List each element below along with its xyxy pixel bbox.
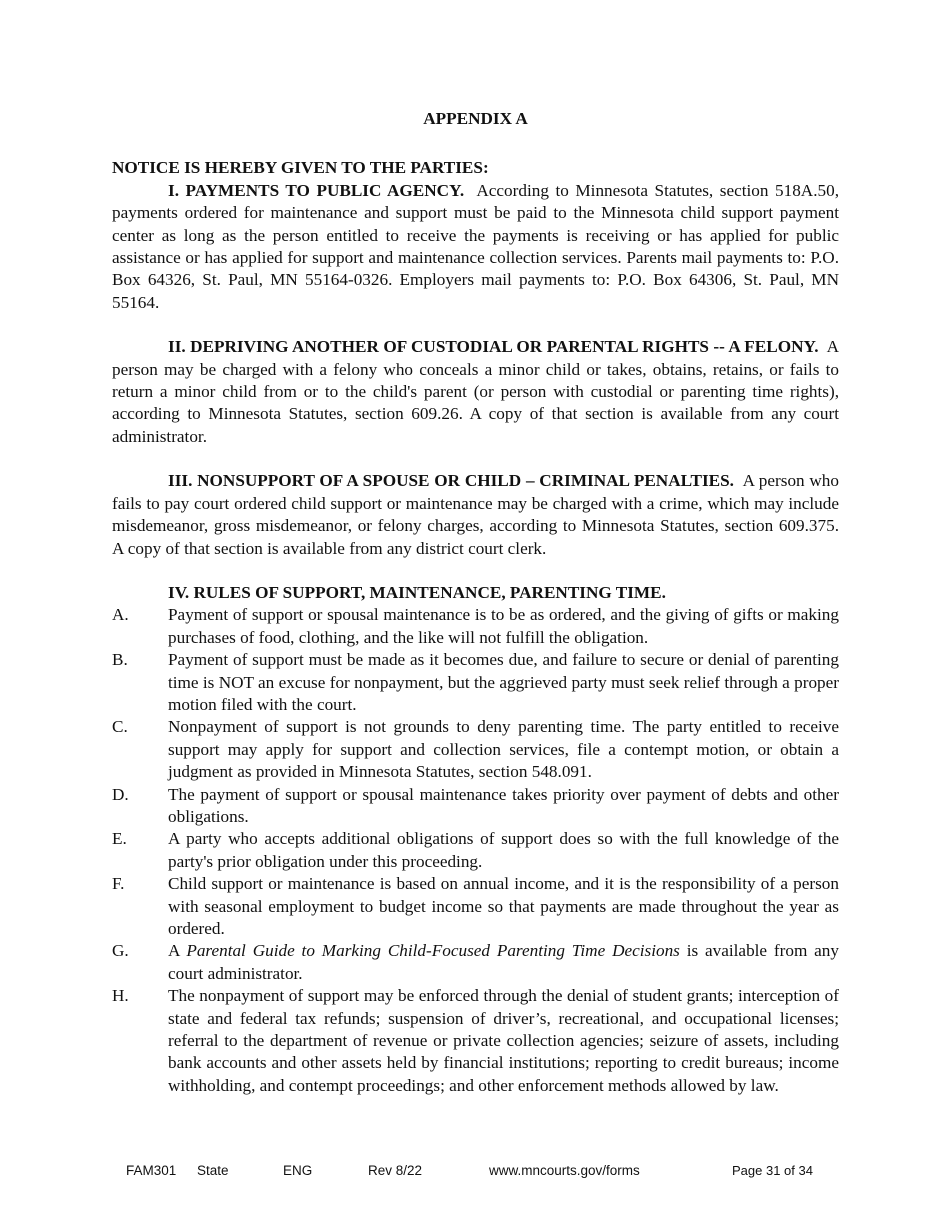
rule-letter: H. [112,986,129,1006]
rule-item-g [112,940,839,985]
page-footer [0,1163,950,1181]
section-4-heading: IV. RULES OF SUPPORT, MAINTENANCE, PARENTING TIME. [168,582,666,602]
footer-language: ENG [283,1163,313,1178]
rule-letter: C. [112,717,128,737]
rule-text: A party who accepts additional obligations of support does so with the full knowledge of the party's prior obligation under this proceeding. [168,829,839,871]
appendix-title: APPENDIX A [423,109,528,128]
rule-letter: G. [112,941,129,961]
footer-page-number: Page 31 of 34 [732,1163,813,1178]
section-2-heading: II. DEPRIVING ANOTHER OF CUSTODIAL OR PARENTAL RIGHTS -- A FELONY. [168,337,819,357]
rule-item-b [112,649,839,716]
section-3-body: A person who fails to pay court ordered child support or maintenance may be charged with a crime, which may include misdemeanor, gross misdemeanor, or felony charges, according to Minnesota Statutes, section 609.375. A copy of that section is available from any district court clerk. [112,471,839,558]
section-3-heading: III. NONSUPPORT OF A SPOUSE OR CHILD – CRIMINAL PENALTIES. [168,471,734,491]
section-1-paragraph [112,180,839,314]
footer-form-id: FAM301 [126,1163,177,1178]
rule-text [168,940,839,985]
rule-text: Nonpayment of support is not grounds to deny parenting time. The party entitled to receive support may apply for support and collection services, file a contempt motion, or obtain a judgment as provided in Minnesota Statutes, section 548.091. [168,717,839,782]
rule-item-f [112,873,839,940]
section-3-paragraph [112,470,839,560]
footer-revision: Rev 8/22 [368,1163,423,1178]
footer-jurisdiction: State [197,1163,229,1178]
parental-guide-title: Parental Guide to Marking Child-Focused Parenting Time Decisions [186,941,680,961]
rule-letter: B. [112,650,128,670]
rule-letter: A. [112,605,129,625]
section-2-paragraph [112,336,839,448]
rule-letter: F. [112,874,125,894]
rule-text: Payment of support must be made as it becomes due, and failure to secure or denial of parenting time is NOT an excuse for nonpayment, but the aggrieved party must seek relief through a proper motion filed with the court. [168,650,839,714]
rule-item-e [112,828,839,873]
document-page [112,108,839,1097]
rule-item-a [112,604,839,649]
section-1-body: According to Minnesota Statutes, section 518A.50, payments ordered for maintenance and support must be paid to the Minnesota child support payment center as long as the person entitled to receive the payments is receiving or has applied for public assistance or has applied for support and maintenance collection services. Parents mail payments to: P.O. Box 64326, St. Paul, MN 55164-0326. Employers mail payments to: P.O. Box 64306, St. Paul, MN 55164. [112,180,839,312]
rule-text: The payment of support or spousal maintenance takes priority over payment of debts and other obligations. [168,784,839,826]
rule-text: Payment of support or spousal maintenance is to be as ordered, and the giving of gifts or making purchases of food, clothing, and the like will not fulfill the obligation. [168,605,839,647]
rule-letter: D. [112,784,129,804]
rule-text-before: A [168,941,187,961]
rule-letter: E. [112,829,127,849]
rule-text-after: is available from any court administrator. [168,941,839,983]
rule-item-d [112,784,839,829]
section-1-heading: I. PAYMENTS TO PUBLIC AGENCY. [168,180,465,200]
notice-heading: NOTICE IS HEREBY GIVEN TO THE PARTIES: [112,158,489,178]
rule-text: The nonpayment of support may be enforced through the denial of student grants; interception of state and federal tax refunds; suspension of driver’s, recreational, and occupational licenses; referral to the department of revenue or private collection agencies; seizure of assets, including bank accounts and other assets held by financial institutions; reporting to credit bureaus; income withholding, and contempt proceedings; and other enforcement methods allowed by law. [168,986,839,1095]
rule-item-c [112,716,839,783]
rule-item-h [112,985,839,1097]
section-2-body: A person may be charged with a felony who conceals a minor child or takes, obtains, retains, or fails to return a minor child from or to the child's parent (or person with custodial or parenting time rights), according to Minnesota Statutes, section 609.26. A copy of that section is available from any court administrator. [112,337,839,446]
footer-website: www.mncourts.gov/forms [489,1163,640,1178]
rule-text: Child support or maintenance is based on annual income, and it is the responsibility of a person with seasonal employment to budget income so that payments are made throughout the year as ordered. [168,874,839,938]
